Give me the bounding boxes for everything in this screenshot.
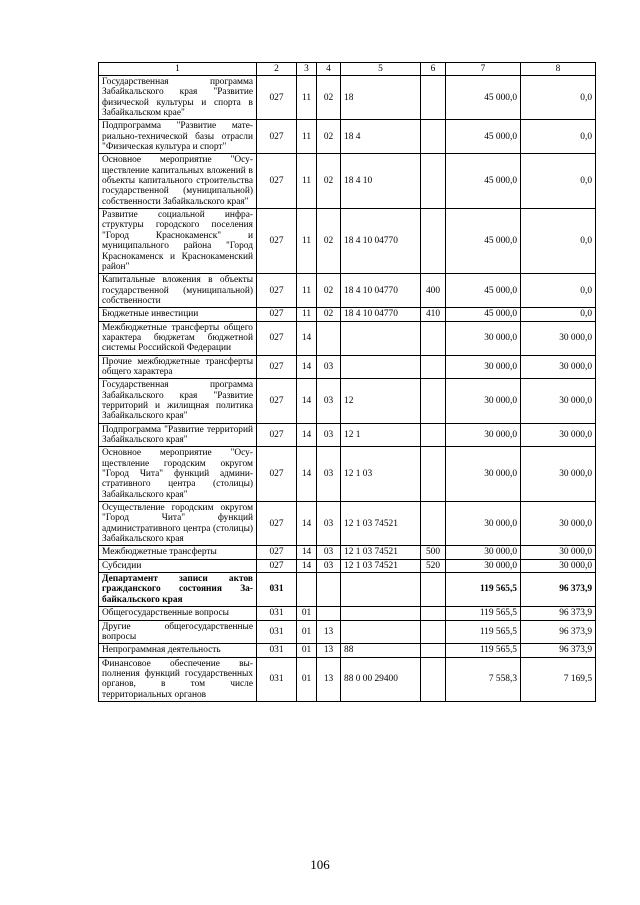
row-subsection-cell: 02	[317, 120, 341, 154]
row-name-cell: Подпрограмма "Развитие территорий Забайкальского края"	[99, 423, 257, 447]
row-amount-year2-cell: 30 000,0	[521, 502, 596, 546]
row-section-cell: 14	[297, 321, 317, 355]
table-row	[99, 447, 596, 502]
row-expense-type-cell	[421, 644, 446, 657]
row-target-article-cell: 18 4 10 04770	[341, 274, 421, 308]
row-target-article-cell	[341, 620, 421, 644]
row-name-cell: Бюджетные инвестиции	[99, 308, 257, 321]
row-name-cell: Государственная программа Забайкальского края "Развитие территорий и жилищная политика Забайкальского края"	[99, 379, 257, 423]
row-name-cell: Основное мероприятие "Осуществление городским округом "Город Чита" функций административного центра (столицы) Забайкальского края"	[99, 447, 257, 502]
row-subsection-cell	[317, 607, 341, 620]
row-amount-year1-cell: 30 000,0	[446, 546, 521, 559]
row-expense-type-cell: 410	[421, 308, 446, 321]
row-code-cell: 027	[257, 308, 297, 321]
table-row	[99, 308, 596, 321]
row-subsection-cell: 02	[317, 209, 341, 274]
table-row	[99, 355, 596, 379]
row-subsection-cell: 02	[317, 274, 341, 308]
row-section-cell: 14	[297, 559, 317, 572]
row-name-cell: Прочие межбюджетные трансферты общего характера	[99, 355, 257, 379]
row-expense-type-cell	[421, 423, 446, 447]
row-section-cell: 14	[297, 546, 317, 559]
row-target-article-cell	[341, 355, 421, 379]
page-number: 106	[310, 857, 330, 872]
row-section-cell	[297, 573, 317, 607]
row-amount-year1-cell: 7 558,3	[446, 657, 521, 701]
row-subsection-cell: 03	[317, 559, 341, 572]
table-row	[99, 76, 596, 120]
row-amount-year2-cell: 30 000,0	[521, 447, 596, 502]
row-name-cell: Общегосударственные вопросы	[99, 607, 257, 620]
row-amount-year2-cell: 30 000,0	[521, 355, 596, 379]
table-row	[99, 607, 596, 620]
column-header: 2	[257, 63, 297, 76]
row-amount-year1-cell: 30 000,0	[446, 355, 521, 379]
table-row	[99, 644, 596, 657]
column-header: 5	[341, 63, 421, 76]
column-header: 8	[521, 63, 596, 76]
table-body	[99, 76, 596, 702]
row-amount-year2-cell: 96 373,9	[521, 620, 596, 644]
row-amount-year1-cell: 45 000,0	[446, 274, 521, 308]
row-amount-year1-cell: 119 565,5	[446, 644, 521, 657]
row-amount-year1-cell: 30 000,0	[446, 447, 521, 502]
table-row	[99, 154, 596, 209]
row-code-cell: 027	[257, 559, 297, 572]
row-amount-year1-cell: 119 565,5	[446, 620, 521, 644]
row-name-cell: Межбюджетные трансферты общего характера бюджетам бюджетной системы Российской Федерации	[99, 321, 257, 355]
row-target-article-cell: 12 1 03 74521	[341, 559, 421, 572]
row-expense-type-cell	[421, 447, 446, 502]
row-subsection-cell: 02	[317, 76, 341, 120]
row-amount-year2-cell: 30 000,0	[521, 423, 596, 447]
row-section-cell: 11	[297, 154, 317, 209]
column-header: 6	[421, 63, 446, 76]
row-amount-year2-cell: 0,0	[521, 76, 596, 120]
budget-table	[98, 62, 596, 702]
row-name-cell: Департамент записи актов гражданского состояния Забайкальского края	[99, 573, 257, 607]
row-target-article-cell: 18	[341, 76, 421, 120]
row-amount-year1-cell: 45 000,0	[446, 308, 521, 321]
row-code-cell: 027	[257, 423, 297, 447]
row-subsection-cell: 03	[317, 502, 341, 546]
table-row	[99, 620, 596, 644]
row-expense-type-cell: 500	[421, 546, 446, 559]
row-subsection-cell: 03	[317, 355, 341, 379]
row-section-cell: 01	[297, 657, 317, 701]
row-code-cell: 027	[257, 76, 297, 120]
row-subsection-cell: 03	[317, 546, 341, 559]
row-code-cell: 027	[257, 209, 297, 274]
row-amount-year2-cell: 96 373,9	[521, 573, 596, 607]
row-amount-year2-cell: 0,0	[521, 308, 596, 321]
table-row	[99, 423, 596, 447]
table-row	[99, 321, 596, 355]
table-row	[99, 120, 596, 154]
row-target-article-cell: 88	[341, 644, 421, 657]
row-code-cell: 027	[257, 447, 297, 502]
row-amount-year1-cell: 30 000,0	[446, 559, 521, 572]
row-section-cell: 11	[297, 274, 317, 308]
row-target-article-cell: 12 1	[341, 423, 421, 447]
row-target-article-cell: 12	[341, 379, 421, 423]
row-expense-type-cell	[421, 76, 446, 120]
table-row	[99, 502, 596, 546]
row-name-cell: Финансовое обеспечение выполнения функций государственных органов, в том числе территориальных органов	[99, 657, 257, 701]
row-subsection-cell: 13	[317, 644, 341, 657]
row-target-article-cell: 18 4 10	[341, 154, 421, 209]
row-expense-type-cell	[421, 657, 446, 701]
row-target-article-cell: 12 1 03 74521	[341, 546, 421, 559]
row-amount-year2-cell: 30 000,0	[521, 321, 596, 355]
row-amount-year2-cell: 0,0	[521, 274, 596, 308]
row-amount-year2-cell: 96 373,9	[521, 644, 596, 657]
row-code-cell: 027	[257, 154, 297, 209]
row-amount-year2-cell: 7 169,5	[521, 657, 596, 701]
row-target-article-cell	[341, 321, 421, 355]
row-amount-year1-cell: 30 000,0	[446, 321, 521, 355]
row-code-cell: 031	[257, 644, 297, 657]
row-section-cell: 14	[297, 502, 317, 546]
row-section-cell: 11	[297, 120, 317, 154]
table-header-row	[99, 63, 596, 76]
row-subsection-cell	[317, 573, 341, 607]
row-expense-type-cell	[421, 321, 446, 355]
row-code-cell: 027	[257, 502, 297, 546]
row-expense-type-cell	[421, 573, 446, 607]
row-section-cell: 11	[297, 308, 317, 321]
row-subsection-cell: 02	[317, 154, 341, 209]
row-target-article-cell: 18 4 10 04770	[341, 308, 421, 321]
row-target-article-cell	[341, 607, 421, 620]
row-name-cell: Развитие социальной инфраструктуры городского поселения "Город Краснокаменск" и муниципального района "Город Краснокаменск и Краснокаменский район"	[99, 209, 257, 274]
row-amount-year1-cell: 45 000,0	[446, 154, 521, 209]
row-code-cell: 027	[257, 274, 297, 308]
row-expense-type-cell	[421, 620, 446, 644]
row-subsection-cell: 03	[317, 423, 341, 447]
row-section-cell: 11	[297, 76, 317, 120]
row-subsection-cell: 03	[317, 447, 341, 502]
column-header: 1	[99, 63, 257, 76]
row-subsection-cell	[317, 321, 341, 355]
row-section-cell: 01	[297, 644, 317, 657]
row-name-cell: Межбюджетные трансферты	[99, 546, 257, 559]
row-amount-year2-cell: 30 000,0	[521, 559, 596, 572]
row-amount-year1-cell: 30 000,0	[446, 423, 521, 447]
row-amount-year2-cell: 30 000,0	[521, 546, 596, 559]
table-row	[99, 379, 596, 423]
row-subsection-cell: 02	[317, 308, 341, 321]
column-header: 3	[297, 63, 317, 76]
column-header: 7	[446, 63, 521, 76]
row-code-cell: 027	[257, 546, 297, 559]
table-row	[99, 657, 596, 701]
column-header: 4	[317, 63, 341, 76]
row-code-cell: 027	[257, 120, 297, 154]
row-section-cell: 14	[297, 355, 317, 379]
row-amount-year1-cell: 45 000,0	[446, 209, 521, 274]
row-name-cell: Осуществление городским округом "Город Чита" функций административного центра (столицы) Забайкальского края	[99, 502, 257, 546]
row-expense-type-cell: 520	[421, 559, 446, 572]
row-section-cell: 14	[297, 447, 317, 502]
row-section-cell: 11	[297, 209, 317, 274]
row-amount-year1-cell: 119 565,5	[446, 607, 521, 620]
row-name-cell: Государственная программа Забайкальского края "Развитие физической культуры и спорта в Забайкальском крае"	[99, 76, 257, 120]
row-expense-type-cell	[421, 355, 446, 379]
row-name-cell: Другие общегосударственные вопросы	[99, 620, 257, 644]
row-expense-type-cell	[421, 502, 446, 546]
row-name-cell: Подпрограмма "Развитие материально-технической базы отрасли "Физическая культура и спорт"	[99, 120, 257, 154]
row-target-article-cell: 18 4	[341, 120, 421, 154]
row-expense-type-cell	[421, 120, 446, 154]
row-section-cell: 01	[297, 620, 317, 644]
row-name-cell: Субсидии	[99, 559, 257, 572]
row-expense-type-cell	[421, 607, 446, 620]
row-section-cell: 14	[297, 379, 317, 423]
row-expense-type-cell	[421, 209, 446, 274]
row-subsection-cell: 03	[317, 379, 341, 423]
row-code-cell: 027	[257, 321, 297, 355]
row-target-article-cell: 12 1 03 74521	[341, 502, 421, 546]
row-amount-year1-cell: 30 000,0	[446, 502, 521, 546]
table-row	[99, 274, 596, 308]
row-name-cell: Непрограммная деятельность	[99, 644, 257, 657]
row-code-cell: 031	[257, 657, 297, 701]
row-expense-type-cell: 400	[421, 274, 446, 308]
row-code-cell: 031	[257, 573, 297, 607]
row-amount-year2-cell: 0,0	[521, 154, 596, 209]
row-amount-year2-cell: 30 000,0	[521, 379, 596, 423]
row-code-cell: 031	[257, 607, 297, 620]
row-amount-year1-cell: 45 000,0	[446, 120, 521, 154]
row-amount-year2-cell: 0,0	[521, 120, 596, 154]
row-amount-year2-cell: 96 373,9	[521, 607, 596, 620]
row-name-cell: Основное мероприятие "Осуществление капитальных вложений в объекты капитального строительства государственной (муниципальной) собственности Забайкальского края"	[99, 154, 257, 209]
row-amount-year1-cell: 30 000,0	[446, 379, 521, 423]
row-code-cell: 031	[257, 620, 297, 644]
table-row	[99, 559, 596, 572]
row-amount-year1-cell: 45 000,0	[446, 76, 521, 120]
row-amount-year1-cell: 119 565,5	[446, 573, 521, 607]
row-target-article-cell: 18 4 10 04770	[341, 209, 421, 274]
row-target-article-cell: 88 0 00 29400	[341, 657, 421, 701]
row-section-cell: 14	[297, 423, 317, 447]
row-subsection-cell: 13	[317, 620, 341, 644]
table-row	[99, 546, 596, 559]
row-subsection-cell: 13	[317, 657, 341, 701]
row-code-cell: 027	[257, 355, 297, 379]
row-target-article-cell	[341, 573, 421, 607]
table-row	[99, 209, 596, 274]
row-amount-year2-cell: 0,0	[521, 209, 596, 274]
row-target-article-cell: 12 1 03	[341, 447, 421, 502]
table-row	[99, 573, 596, 607]
row-code-cell: 027	[257, 379, 297, 423]
row-expense-type-cell	[421, 379, 446, 423]
row-expense-type-cell	[421, 154, 446, 209]
row-name-cell: Капитальные вложения в объекты государственной (муниципальной) собственности	[99, 274, 257, 308]
row-section-cell: 01	[297, 607, 317, 620]
